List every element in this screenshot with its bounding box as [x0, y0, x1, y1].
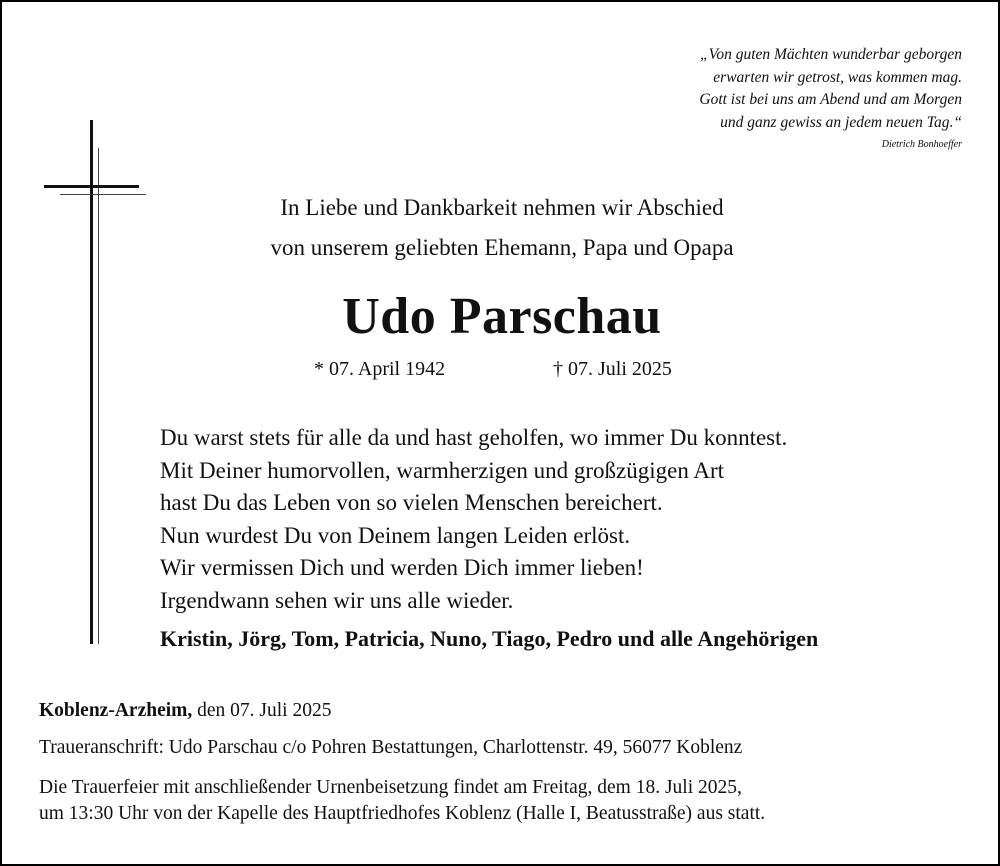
intro-line-2: von unserem geliebten Ehemann, Papa und Opapa — [270, 235, 734, 260]
place-date-line — [39, 700, 331, 722]
birth-date: * 07. April 1942 — [314, 358, 446, 380]
quote-line: „Von guten Mächten wunderbar geborgen — [699, 46, 962, 63]
mourners-list: Kristin, Jörg, Tom, Patricia, Nuno, Tiago, Pedro und alle Angehörigen — [160, 626, 819, 651]
bonhoeffer-quote — [699, 44, 962, 152]
cross-horizontal-bar — [44, 185, 139, 188]
ceremony-line: um 13:30 Uhr von der Kapelle des Hauptfriedhofes Koblenz (Halle I, Beatusstraße) aus statt. — [39, 803, 766, 824]
death-date: † 07. Juli 2025 — [553, 358, 672, 380]
mourning-address: Traueranschrift: Udo Parschau c/o Pohren Bestattungen, Charlottenstr. 49, 56077 Koblenz — [39, 737, 743, 758]
intro-line-1: In Liebe und Dankbarkeit nehmen wir Abschied — [280, 195, 724, 220]
cross-vertical-shadow — [98, 148, 99, 644]
farewell-text — [160, 422, 787, 617]
place-name: Koblenz-Arzheim, — [39, 700, 193, 721]
quote-line: und ganz gewiss an jedem neuen Tag.“ — [720, 113, 962, 131]
farewell-line: Mit Deiner humorvollen, warmherzigen und großzügigen Art — [160, 457, 724, 483]
notice-date: den 07. Juli 2025 — [192, 700, 332, 721]
quote-line: erwarten wir getrost, was kommen mag. — [713, 68, 962, 86]
deceased-name: Udo Parschau — [342, 288, 662, 345]
ceremony-info — [39, 775, 765, 827]
farewell-line: Du warst stets für alle da und hast geholfen, wo immer Du konntest. — [160, 425, 788, 450]
ceremony-line: Die Trauerfeier mit anschließender Urnenbeisetzung findet am Freitag, dem 18. Juli 2025, — [39, 777, 742, 798]
farewell-line: Nun wurdest Du von Deinem langen Leiden erlöst. — [160, 522, 631, 548]
farewell-line: Wir vermissen Dich und werden Dich immer lieben! — [160, 555, 644, 580]
quote-line: Gott ist bei uns am Abend und am Morgen — [699, 91, 962, 108]
farewell-line: Irgendwann sehen wir uns alle wieder. — [160, 587, 514, 613]
farewell-line: hast Du das Leben von so vielen Menschen bereichert. — [160, 490, 663, 515]
quote-author: Dietrich Bonhoeffer — [881, 139, 962, 150]
